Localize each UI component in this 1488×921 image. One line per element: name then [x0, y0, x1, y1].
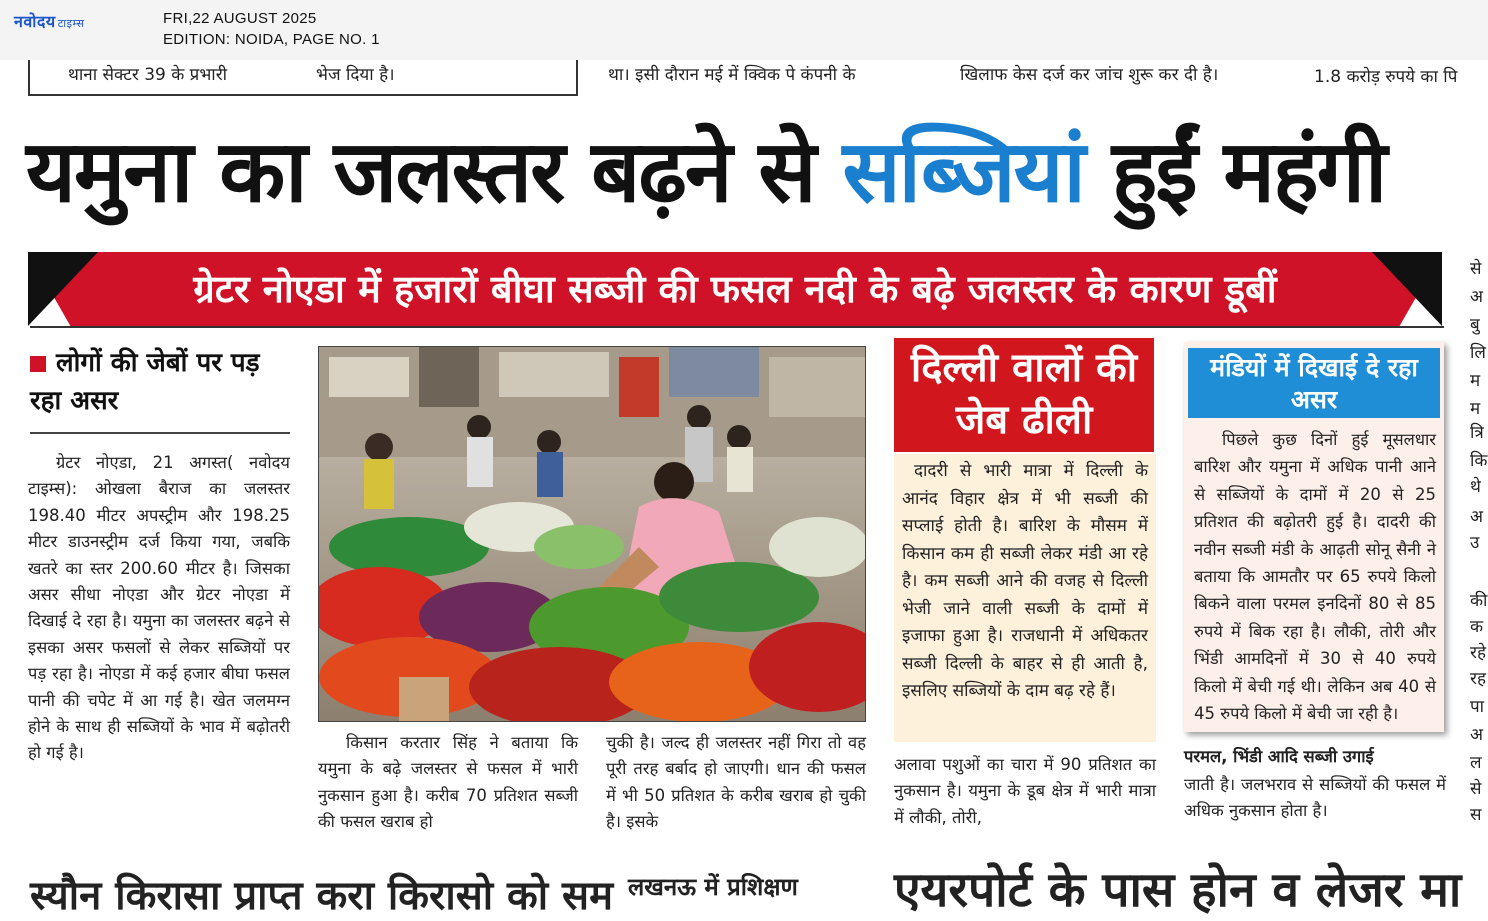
article-body: ग्रेटर नोएडा, 21 अगस्त( नवोदय टाइम्स): ओखला बैराज का जलस्तर 198.40 मीटर अपस्ट्रीम और 198.25 मीटर डाउनस्ट्रीम दर्ज किया गया, जबकि खतरे का स्तर 200.60 मीटर है। जिसका असर सीधा नोएडा और ग्रेटर नोएडा में दिखाई दे रहा है। यमुना का जलस्तर बढ़ने से इसका असर फसलों से लेकर सब्जियों पर पड़ रहा है। नोएडा में कई हजार बीघा फसल पानी की चपेट में आ गई है। खेत जलमग्न होने के साथ ही सब्जियों के भाव में बढ़ोतरी हो गई है।: [28, 453, 290, 763]
next-headline: स्यौन किरासा प्राप्त करा किरासो को सम: [30, 873, 613, 919]
box-title: दिल्ली वालों की जेब ढीली: [894, 338, 1154, 452]
box-body: दादरी से भारी मात्रा में दिल्ली के आनंद विहार क्षेत्र में भी सब्जी की सप्लाई होती है। बारिश के मौसम में किसान कम ही सब्जी लेकर मंडी आ रहे है। कम सब्जी आने की वजह से दिल्ली भेजी जाने वाली सब्जी के दामों में इजाफा हुआ है। राजधानी में अधिकतर सब्जी दिल्ली के बाहर से ही आती है, इसलिए सब्जियों के दाम बढ़ रहे हैं।: [902, 461, 1148, 701]
section-title: लोगों की जेबों पर पड़ रहा असर: [30, 348, 260, 416]
market-photo[interactable]: [318, 346, 866, 722]
vegetable-market-image: [319, 347, 865, 721]
edition-info: [163, 8, 380, 50]
cutoff-text: त्रि: [1470, 423, 1484, 443]
cutoff-text: पा: [1470, 697, 1485, 717]
article-body: किसान करतार सिंह ने बताया कि यमुना के बढ़े जलस्तर से फसल में भारी नुकसान हुआ है। करीब 70 प्रतिशत सब्जी की फसल खराब हो: [318, 733, 578, 832]
bullet-square-icon: [30, 356, 46, 372]
highlight-box: [894, 454, 1156, 742]
edition-page: EDITION: NOIDA, PAGE NO. 1: [163, 31, 380, 48]
edition-date: FRI,22 AUGUST 2025: [163, 10, 317, 27]
cutoff-text: स: [1470, 805, 1482, 825]
subheadline-band: [28, 252, 1442, 326]
cutoff-text: अ: [1470, 725, 1483, 745]
cutoff-text: अ: [1470, 507, 1483, 527]
box-body: पिछले कुछ दिनों हुई मूसलधार बारिश और यमुना में अधिक पानी आने से सब्जियों के दामों में 20 से 25 प्रतिशत की बढ़ोतरी हुई है। दादरी की नवीन सब्जी मंडी के आढ़ती सोनू सैनी ने बताया कि आमतौर पर 65 रुपये किलो बिकने वाला परमल इनदिनों 80 से 85 रुपये में बिक रहा है। लौकी, तोरी और भिंडी आमदिनों में 30 से 40 रुपये किलो में बेची गई थी। लेकिन अब 40 से 45 रुपये किलो में बेची जा रही है।: [1194, 430, 1436, 724]
main-headline: यमुना का जलस्तर बढ़ने से सब्जियां हुईं महंगी: [26, 122, 1386, 222]
cutoff-text: कि: [1470, 451, 1488, 471]
highlight-box: [1184, 342, 1444, 732]
cutoff-text: लि: [1470, 343, 1486, 363]
article-body-bold: परमल, भिंडी आदि सब्जी उगाई: [1184, 747, 1374, 766]
cutoff-text: क: [1470, 617, 1484, 637]
cutoff-text: की: [1470, 591, 1488, 611]
fragment-text: थाना सेक्टर 39 के प्रभारी: [68, 65, 228, 85]
cutoff-text: म: [1470, 399, 1481, 419]
article-body: अलावा पशुओं का चारा में 90 प्रतिशत का नुकसान है। यमुना के डूब क्षेत्र में भारी मात्रा में लौकी, तोरी,: [894, 755, 1156, 827]
subheadline-text: ग्रेटर नोएडा में हजारों बीघा सब्जी की फसल नदी के बढ़े जलस्तर के कारण डूबीं: [193, 267, 1277, 311]
cutoff-text: से: [1470, 779, 1482, 799]
divider: [30, 326, 1444, 328]
next-headline: लखनऊ में प्रशिक्षण: [628, 873, 798, 901]
cutoff-text: अ: [1470, 287, 1483, 307]
cutoff-text: बु: [1470, 315, 1480, 335]
fragment-text: भेज दिया है।: [316, 65, 395, 85]
box-title: मंडियों में दिखाई दे रहा असर: [1188, 348, 1440, 418]
cutoff-text: उ: [1470, 533, 1480, 553]
cutoff-text: थे: [1470, 477, 1481, 497]
cutoff-text: रह: [1470, 669, 1486, 689]
fragment-text: था। इसी दौरान मई में क्विक पे कंपनी के: [608, 65, 856, 85]
cutoff-text: से: [1470, 259, 1482, 279]
fragment-text: 1.8 करोड़ रुपये का पि: [1314, 67, 1458, 87]
viewer-header: [0, 0, 1488, 61]
fragment-text: खिलाफ केस दर्ज कर जांच शुरू कर दी है।: [960, 65, 1219, 85]
cutoff-text: रहे: [1470, 643, 1486, 663]
brand-logo[interactable]: नवोदय टाइम्स: [14, 12, 85, 31]
article-body: चुकी है। जल्द ही जलस्तर नहीं गिरा तो वह पूरी तरह बर्बाद हो जाएगी। धान की फसल में भी 50 प्रतिशत के करीब खराब हो चुकी है। इसके: [606, 733, 866, 832]
cutoff-text: ल: [1470, 753, 1482, 773]
cutoff-text: म: [1470, 371, 1481, 391]
next-headline: एयरपोर्ट के पास होन व लेजर मा: [894, 862, 1462, 918]
article-body: जाती है। जलभराव से सब्जियों की फसल में अधिक नुकसान होता है।: [1184, 775, 1446, 821]
divider: [30, 432, 290, 434]
headline-highlight: सब्जियां: [842, 122, 1084, 222]
